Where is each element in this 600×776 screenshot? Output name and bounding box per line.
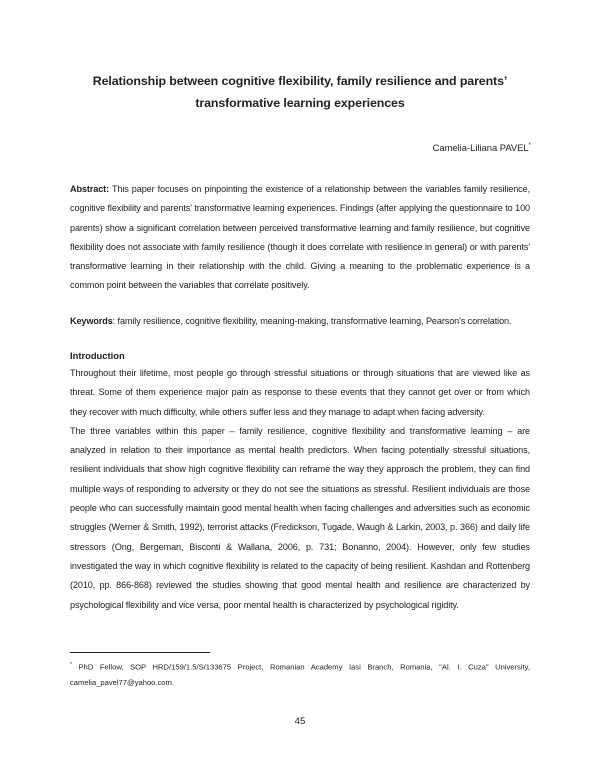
intro-line: struggles (Werner & Smith, 1992), terrorist attacks (Fredickson, Tugade, Waugh & Larkin, 2003, p. 366) and daily life xyxy=(70,522,530,533)
abstract-line: parents) show a significant correlation between perceived transformative learning and family resilience, but cognitive xyxy=(70,222,530,233)
title-line-2: transformative learning experiences xyxy=(195,96,405,110)
intro-line: Throughout their lifetime, most people go through stressful situations or through situations that are viewed like as xyxy=(70,368,530,378)
footnote xyxy=(70,658,530,691)
abstract-line: flexibility does not associate with family resilience (though it does correlate with resilience in general) or with parents' xyxy=(70,241,530,252)
intro-line: threat. Some of them experience major pain as response to these events that they cannot get over or from which xyxy=(70,387,530,398)
paper-title xyxy=(70,70,530,114)
abstract-line: transformative learning in their relationship with the child. Giving a meaning to the problematic experience is a xyxy=(70,261,530,272)
footnote-line: * PhD Fellow, SOP HRD/159/1.5/S/133675 Project, Romanian Academy Iasi Branch, Romania, "Al. I. Cuza" University, xyxy=(70,662,530,672)
intro-line: psychological flexibility and vice versa, poor mental health is characterized by psychological rigidity. xyxy=(70,599,459,610)
abstract-line: cognitive flexibility and parents' transformative learning experiences. Findings (after applying the questionnaire to 100 xyxy=(70,203,530,214)
introduction-heading: Introduction xyxy=(70,350,125,361)
author-text: Camelia-Liliana PAVEL xyxy=(432,142,529,153)
abstract-paragraph xyxy=(70,180,530,296)
footnote-mark: * xyxy=(70,662,72,668)
page-number: 45 xyxy=(294,716,306,727)
introduction-paragraph xyxy=(70,364,530,615)
intro-line: they recover with much difficulty, while others suffer less and they manage to adapt when facing adversity. xyxy=(70,406,485,417)
intro-line: people who can successfully maintain good mental health when facing challenges and adversities such as economic xyxy=(70,503,530,514)
keywords-label: Keywords xyxy=(70,316,113,326)
abstract-line: common point between the variables that correlate positively. xyxy=(70,280,310,291)
intro-line: (2010, pp. 866-868) reviewed the studies showing that good mental health and resilience are characterized by xyxy=(70,580,530,591)
intro-line: analyzed in relation to their importance as mental health predictors. When facing potentially stressful situations, xyxy=(70,445,530,456)
intro-line: stressors (Ong, Bergeman, Bisconti & Wallana, 2006, p. 731; Bonanno, 2004). However, only few studies xyxy=(70,541,530,552)
footnote-email: camelia_pavel77@yahoo.com. xyxy=(70,678,174,688)
intro-line: resilient individuals that show high cognitive flexibility can reframe the way they approach the problem, they can find xyxy=(70,464,530,475)
footnote-divider xyxy=(70,652,210,653)
author-footnote-mark: * xyxy=(528,142,531,149)
intro-line: investigated the way in which cognitive flexibility is related to the capacity of being resilient. Kashdan and Rottenberg xyxy=(70,560,530,571)
title-line-1: Relationship between cognitive flexibility, family resilience and parents’ xyxy=(92,74,508,88)
author-name xyxy=(433,142,531,153)
intro-line: The three variables within this paper – family resilience, cognitive flexibility and transformative learning – are xyxy=(70,425,530,436)
keywords-line xyxy=(70,312,530,331)
abstract-line: Abstract: This paper focuses on pinpointing the existence of a relationship between the variables family resilience, xyxy=(70,184,530,194)
keywords-text: : family resilience, cognitive flexibility, meaning-making, transformative learning, Pearson's correlation. xyxy=(112,316,512,326)
keywords-paragraph xyxy=(70,312,530,331)
abstract-label: Abstract: xyxy=(70,184,110,194)
intro-line: multiple ways of responding to adversity or they do not see the situations as stressful. Resilient individuals are those xyxy=(70,483,530,494)
